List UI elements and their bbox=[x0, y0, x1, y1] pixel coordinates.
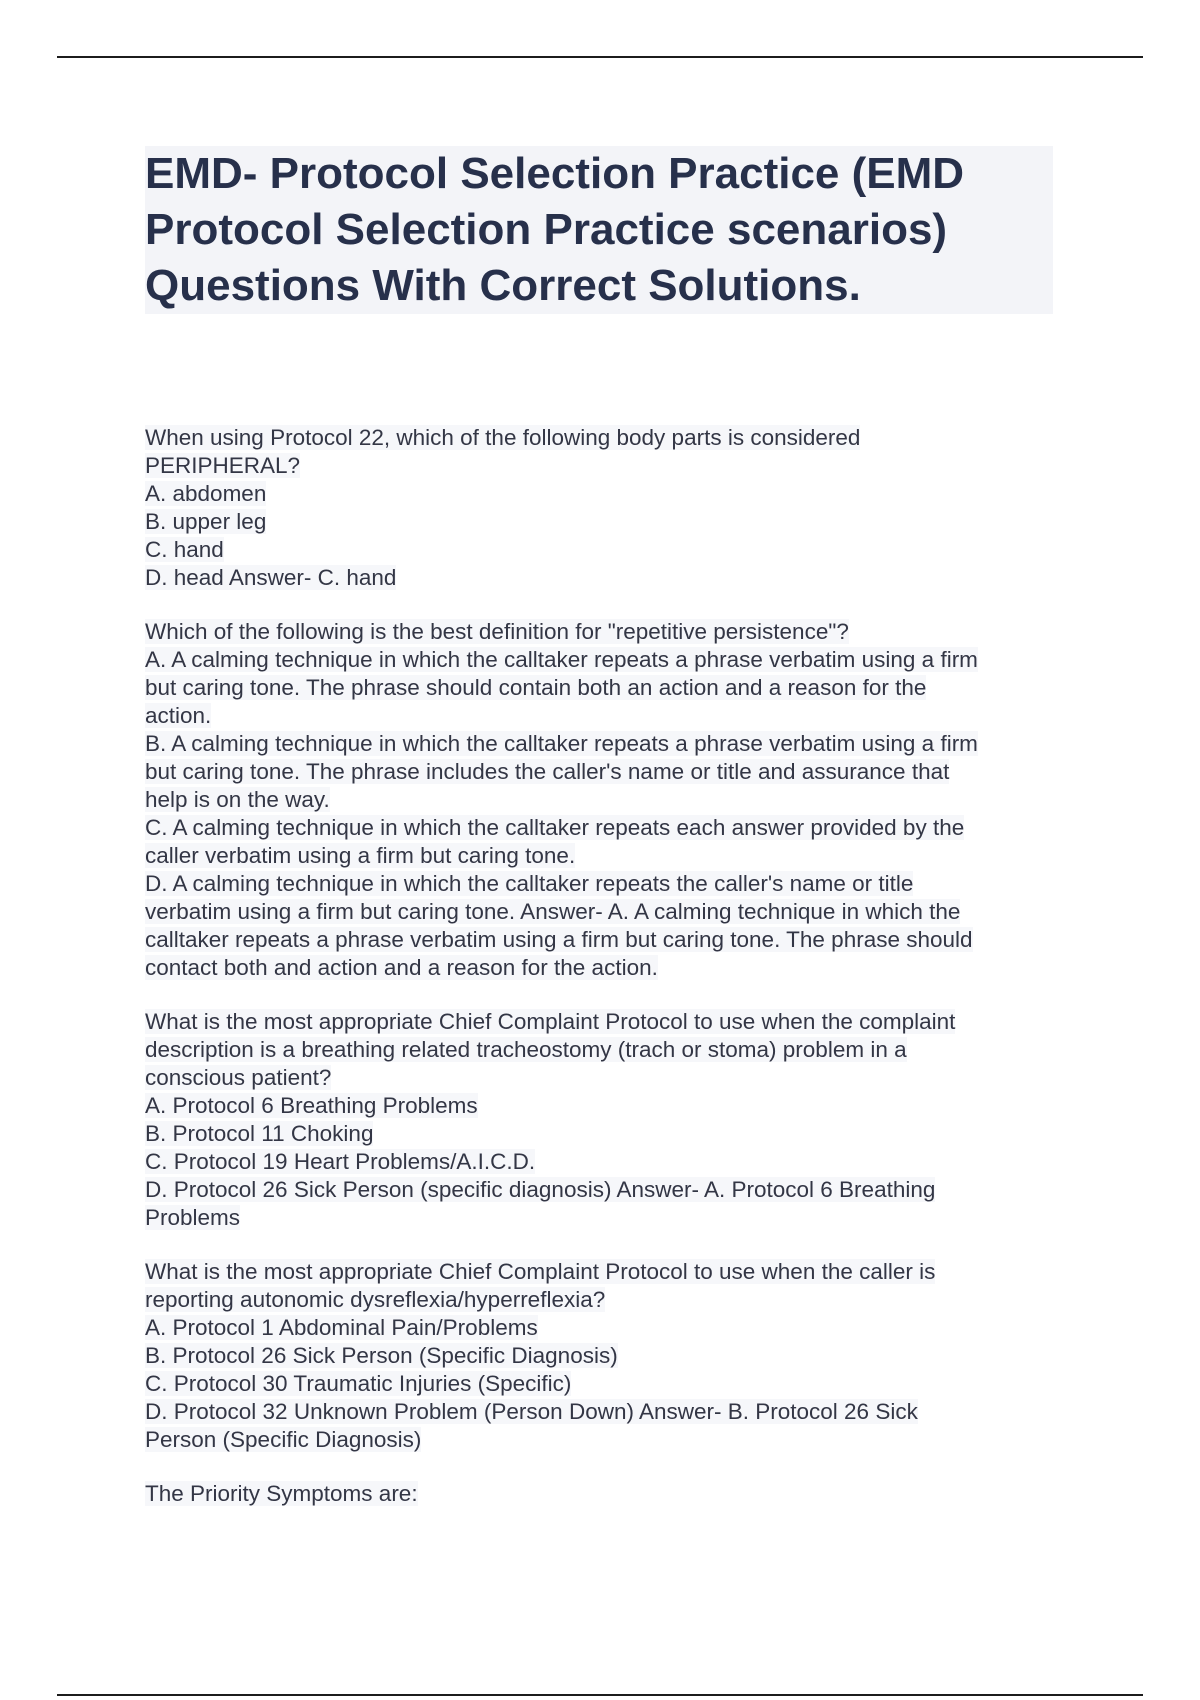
question-line bbox=[145, 702, 1065, 730]
question-line bbox=[145, 898, 1065, 926]
question-text: but caring tone. The phrase includes the caller's name or title and assurance that bbox=[145, 759, 950, 784]
question-line bbox=[145, 618, 1065, 646]
question-text: action. bbox=[145, 703, 212, 728]
question-text: Problems bbox=[145, 1205, 241, 1230]
question-text: but caring tone. The phrase should contain both an action and a reason for the bbox=[145, 675, 927, 700]
question-line bbox=[145, 1064, 1065, 1092]
title-line: EMD- Protocol Selection Practice (EMD bbox=[145, 149, 965, 198]
question-text: caller verbatim using a firm but caring tone. bbox=[145, 843, 576, 868]
bottom-rule bbox=[57, 1694, 1143, 1696]
question-text: verbatim using a firm but caring tone. Answer- A. A calming technique in which the bbox=[145, 899, 961, 924]
question-text: Person (Specific Diagnosis) bbox=[145, 1427, 422, 1452]
question-text: PERIPHERAL? bbox=[145, 453, 301, 478]
question-text: reporting autonomic dysreflexia/hyperreflexia? bbox=[145, 1287, 606, 1312]
question-text: D. head Answer- C. hand bbox=[145, 565, 397, 590]
question-line bbox=[145, 1148, 1065, 1176]
question-line bbox=[145, 786, 1065, 814]
question-line bbox=[145, 1480, 1065, 1508]
question-text: C. Protocol 19 Heart Problems/A.I.C.D. bbox=[145, 1149, 536, 1174]
question-text: When using Protocol 22, which of the following body parts is considered bbox=[145, 425, 861, 450]
question-text: What is the most appropriate Chief Complaint Protocol to use when the caller is bbox=[145, 1259, 936, 1284]
question-line bbox=[145, 1398, 1065, 1426]
question-line bbox=[145, 1092, 1065, 1120]
question-line bbox=[145, 1370, 1065, 1398]
question-text: C. Protocol 30 Traumatic Injuries (Specific) bbox=[145, 1371, 572, 1396]
question-line bbox=[145, 870, 1065, 898]
question-line bbox=[145, 674, 1065, 702]
question-text: C. A calming technique in which the calltaker repeats each answer provided by the bbox=[145, 815, 965, 840]
question-line bbox=[145, 424, 1065, 452]
question-text: B. Protocol 11 Choking bbox=[145, 1121, 374, 1146]
top-rule bbox=[57, 56, 1143, 58]
question-text: D. A calming technique in which the calltaker repeats the caller's name or title bbox=[145, 871, 914, 896]
question-line bbox=[145, 1008, 1065, 1036]
title-line: Questions With Correct Solutions. bbox=[145, 261, 861, 310]
question-line bbox=[145, 1258, 1065, 1286]
question-line bbox=[145, 814, 1065, 842]
question-text: description is a breathing related tracheostomy (trach or stoma) problem in a bbox=[145, 1037, 907, 1062]
question-text: The Priority Symptoms are: bbox=[145, 1481, 418, 1506]
question-text: C. hand bbox=[145, 537, 224, 562]
question-text: B. Protocol 26 Sick Person (Specific Diagnosis) bbox=[145, 1343, 618, 1368]
question-text: Which of the following is the best definition for "repetitive persistence"? bbox=[145, 619, 849, 644]
question-text: A. Protocol 6 Breathing Problems bbox=[145, 1093, 478, 1118]
document-title bbox=[145, 146, 1053, 314]
question-block bbox=[145, 1480, 1065, 1508]
question-text: conscious patient? bbox=[145, 1065, 332, 1090]
question-text: D. Protocol 32 Unknown Problem (Person Down) Answer- B. Protocol 26 Sick bbox=[145, 1399, 918, 1424]
question-line bbox=[145, 1036, 1065, 1064]
question-line bbox=[145, 452, 1065, 480]
question-line bbox=[145, 730, 1065, 758]
question-line bbox=[145, 758, 1065, 786]
question-line bbox=[145, 1314, 1065, 1342]
question-text: A. A calming technique in which the calltaker repeats a phrase verbatim using a firm bbox=[145, 647, 978, 672]
title-line: Protocol Selection Practice scenarios) bbox=[145, 205, 948, 254]
question-line bbox=[145, 536, 1065, 564]
question-line bbox=[145, 954, 1065, 982]
question-line bbox=[145, 564, 1065, 592]
question-text: What is the most appropriate Chief Complaint Protocol to use when the complaint bbox=[145, 1009, 956, 1034]
question-line bbox=[145, 1176, 1065, 1204]
question-text: A. abdomen bbox=[145, 481, 267, 506]
question-block bbox=[145, 1008, 1065, 1232]
question-line bbox=[145, 926, 1065, 954]
question-text: B. A calming technique in which the calltaker repeats a phrase verbatim using a firm bbox=[145, 731, 978, 756]
question-line bbox=[145, 508, 1065, 536]
question-block bbox=[145, 424, 1065, 592]
question-text: A. Protocol 1 Abdominal Pain/Problems bbox=[145, 1315, 538, 1340]
question-line bbox=[145, 1204, 1065, 1232]
question-list bbox=[145, 424, 1065, 1534]
question-text: help is on the way. bbox=[145, 787, 330, 812]
question-line bbox=[145, 1342, 1065, 1370]
question-text: D. Protocol 26 Sick Person (specific diagnosis) Answer- A. Protocol 6 Breathing bbox=[145, 1177, 936, 1202]
question-line bbox=[145, 1426, 1065, 1454]
question-line bbox=[145, 480, 1065, 508]
question-line bbox=[145, 1286, 1065, 1314]
question-block bbox=[145, 1258, 1065, 1454]
question-text: contact both and action and a reason for the action. bbox=[145, 955, 658, 980]
question-line bbox=[145, 842, 1065, 870]
question-text: calltaker repeats a phrase verbatim using a firm but caring tone. The phrase should bbox=[145, 927, 973, 952]
question-text: B. upper leg bbox=[145, 509, 267, 534]
question-line bbox=[145, 1120, 1065, 1148]
question-block bbox=[145, 618, 1065, 982]
question-line bbox=[145, 646, 1065, 674]
